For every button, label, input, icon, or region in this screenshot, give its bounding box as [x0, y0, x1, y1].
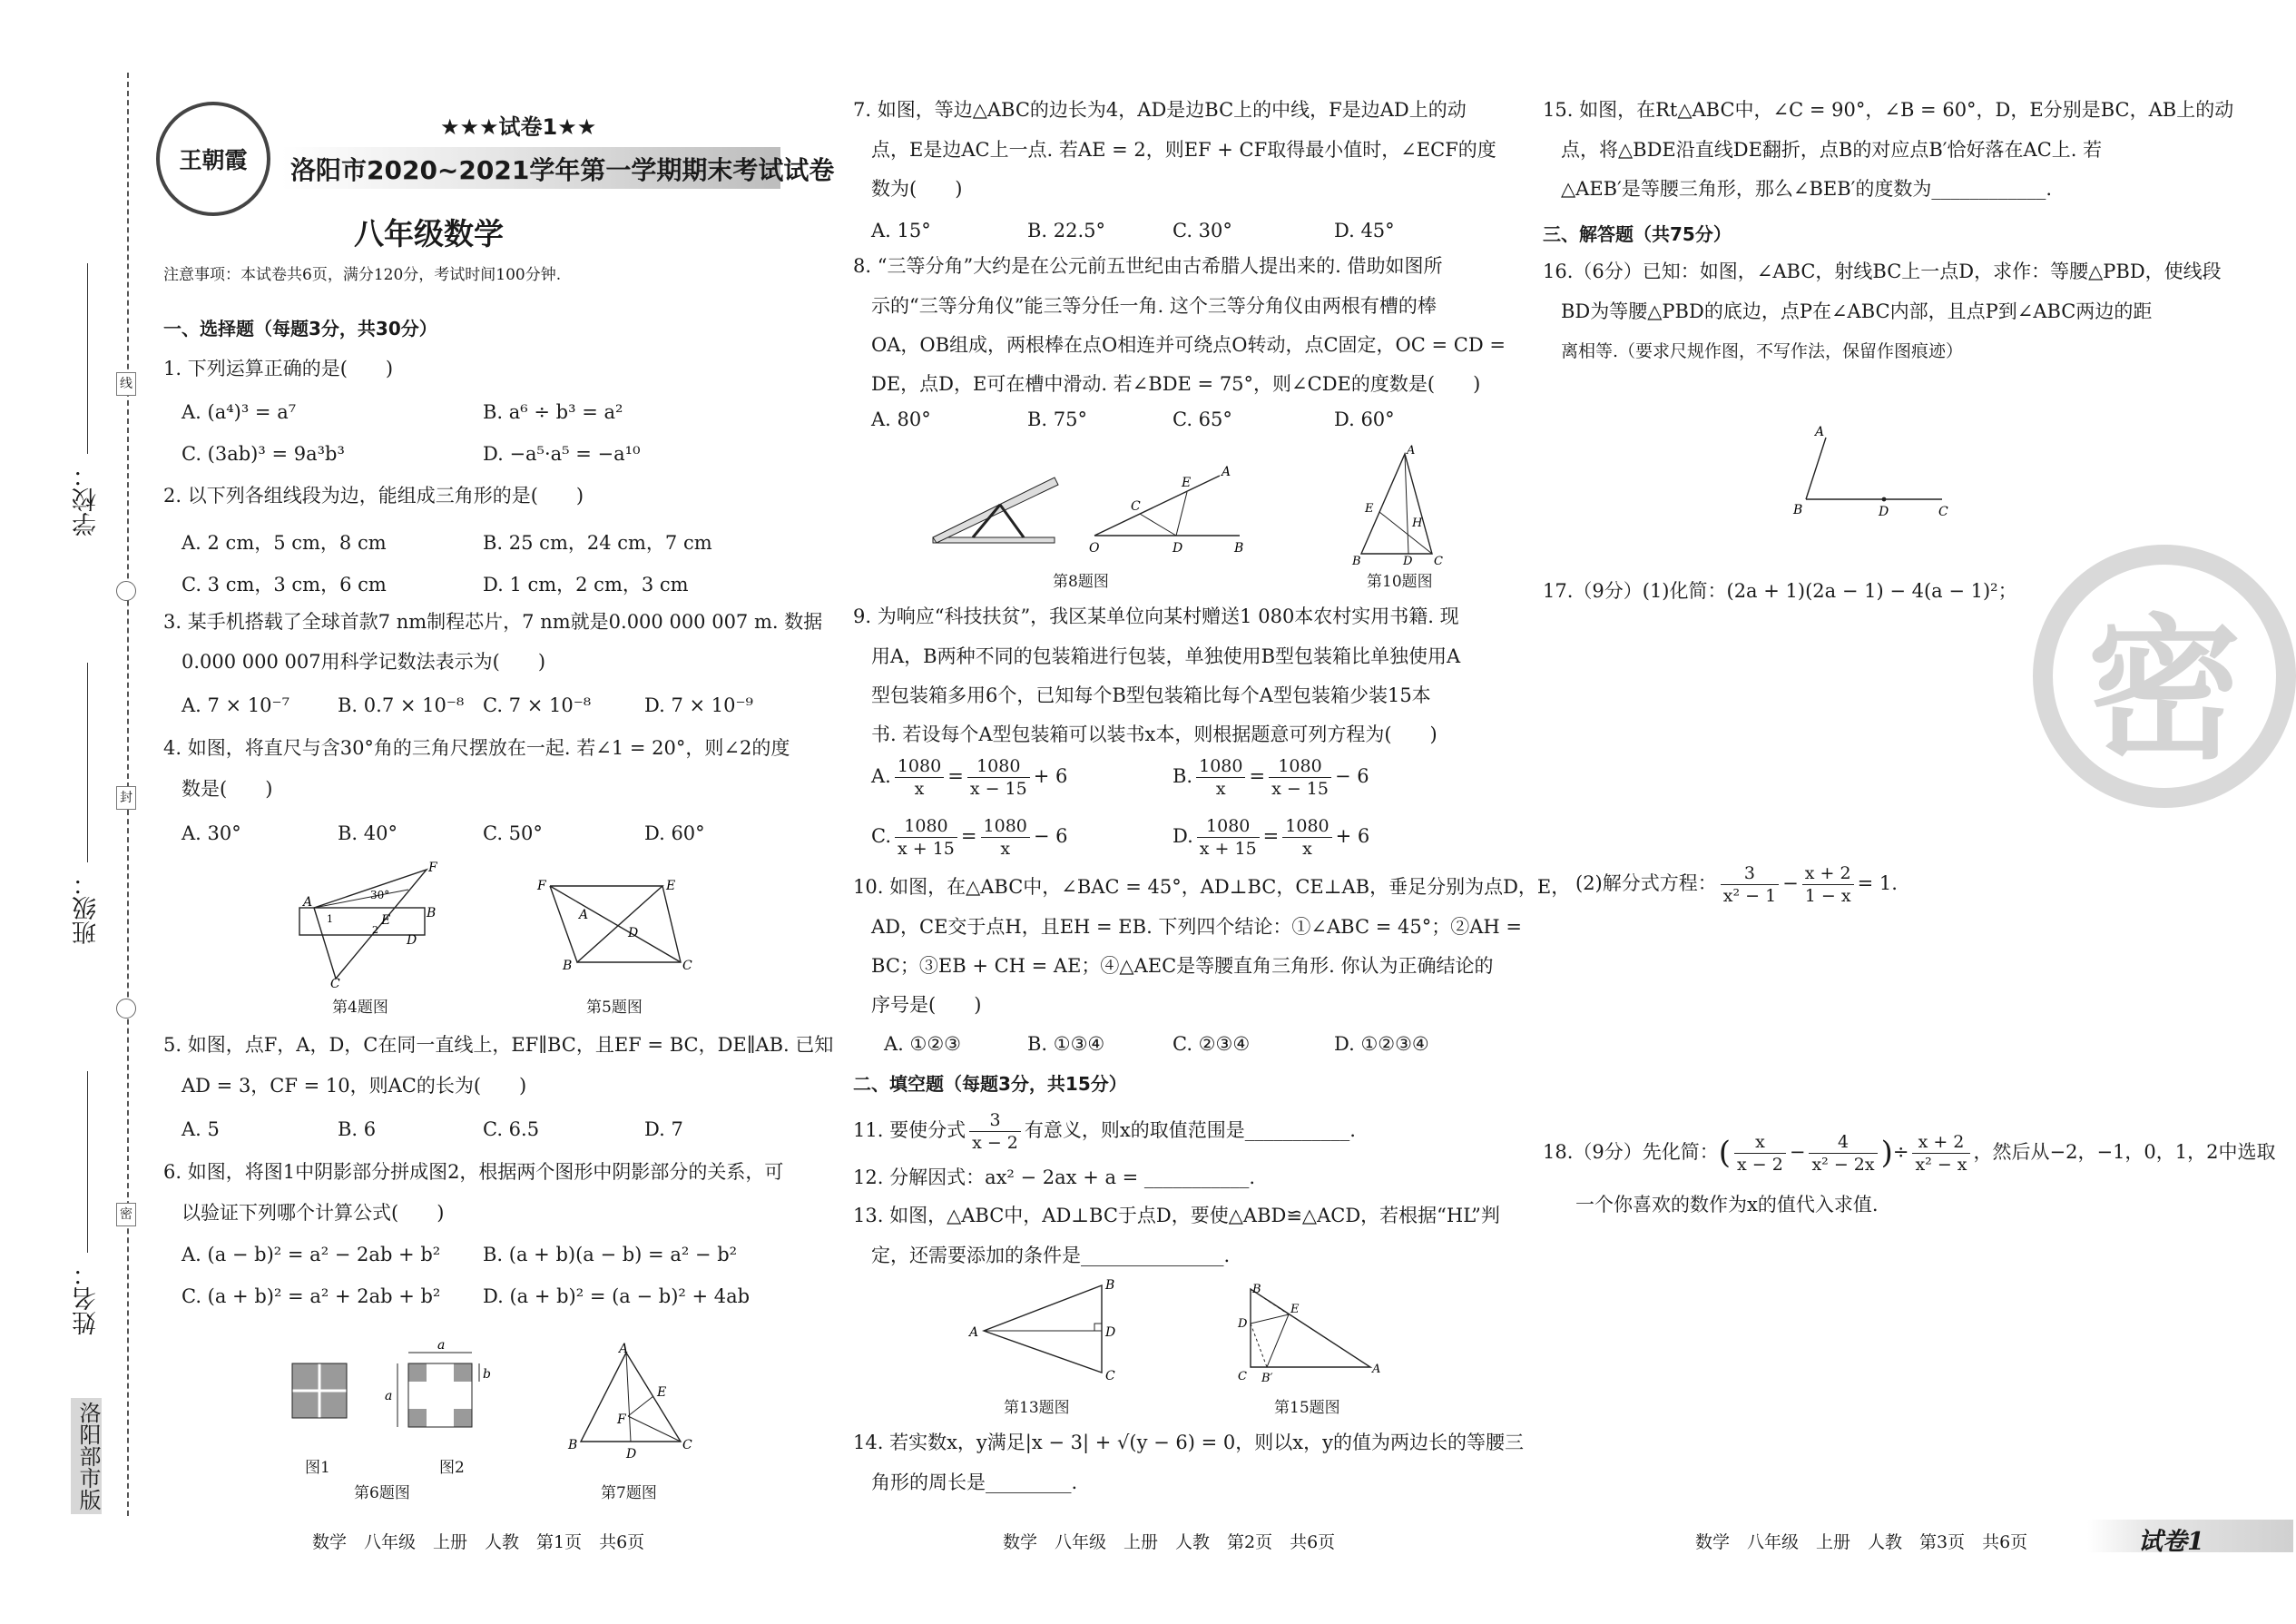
fig8-label-o: O [1089, 541, 1100, 556]
q9-stem-line1: 9. 为响应“科技扶贫”，我区某单位向某村赠送1 080本农村实用书籍. 现 [853, 605, 1459, 627]
fig4-label-b: B [427, 906, 437, 920]
fig13-label-c: C [1105, 1369, 1115, 1383]
q9-stem-line2: 用A，B两种不同的包装箱进行包装，单独使用B型包装箱比单独使用A [871, 645, 1461, 667]
fig5-label-d: D [628, 926, 639, 940]
q9b-eq: = [1249, 765, 1266, 787]
figure-q15 [1234, 1280, 1388, 1387]
fig13-label-b: B [1105, 1278, 1115, 1293]
q18-minus: − [1789, 1141, 1806, 1163]
q7-stem-line2: 点，E是边AC上一点. 若AE = 2，则EF + CF取得最小值时，∠ECF的度 [871, 139, 1496, 161]
fig4-label-d: D [407, 933, 417, 948]
q17-frac1-num: 3 [1721, 862, 1779, 885]
q9b-num1: 1080 [1196, 755, 1245, 778]
fig8-label-d: D [1173, 541, 1183, 556]
fig8-label-e: E [1182, 476, 1192, 490]
figure-q8-diagram [1085, 463, 1258, 554]
caption-fig1: 图1 [305, 1459, 330, 1477]
q11-num: 3 [969, 1109, 1021, 1132]
footer-page-2: 数学 八年级 上册 人教 第2页 共6页 [1003, 1532, 1336, 1552]
q9-option-a[interactable]: A. $\frac{1080}{x}$ = $\frac{1080}{x - 15}$ + 6 [871, 756, 1068, 799]
q3-stem-line2: 0.000 000 007用科学记数法表示为( ) [182, 651, 546, 673]
q11-suffix: 有意义，则x的取值范围是___________. [1024, 1119, 1356, 1141]
q9b-tail: − 6 [1334, 765, 1369, 787]
q6-option-b[interactable]: B. (a + b)(a − b) = a² − b² [483, 1244, 738, 1265]
q5-option-a[interactable]: A. 5 [182, 1118, 220, 1140]
binding-mark-line: 线 [116, 372, 136, 396]
figure-q6 [281, 1333, 517, 1469]
q18-frac3-num: x + 2 [1912, 1131, 1969, 1154]
fig15-label-c: C [1238, 1370, 1247, 1383]
q12-stem: 12. 分解因式：ax² − 2ax + a = ___________. [853, 1166, 1256, 1188]
q17-minus: − [1782, 872, 1799, 894]
publisher-logo [156, 102, 270, 216]
q3-option-c[interactable]: C. 7 × 10⁻⁸ [483, 694, 592, 716]
caption-fig5: 第5题图 [586, 999, 643, 1017]
q10-option-c[interactable]: C. ②③④ [1173, 1033, 1251, 1055]
name-label: 姓名： [73, 1262, 101, 1335]
q14-stem-line1: 14. 若实数x，y满足|x − 3| + √(y − 6) = 0，则以x，y的值为两边长的等腰三 [853, 1432, 1524, 1453]
q9d-num2: 1080 [1282, 815, 1331, 838]
caption-fig10: 第10题图 [1367, 573, 1433, 591]
q17-frac2-den: 1 − x [1804, 886, 1851, 906]
q8-option-a[interactable]: A. 80° [871, 408, 931, 430]
fig4-angle-1: 1 [327, 913, 333, 925]
q9b-num2: 1080 [1269, 755, 1331, 778]
q9d-num1: 1080 [1197, 815, 1260, 838]
q6-stem-line1: 6. 如图，将图1中阴影部分拼成图2，根据两个图形中阴影部分的关系，可 [163, 1161, 784, 1183]
footer-page-1: 数学 八年级 上册 人教 第1页 共6页 [312, 1532, 645, 1552]
q13-stem-line1: 13. 如图，△ABC中，AD⊥BC于点D，要使△ABD≌△ACD，若根据“HL”判 [853, 1205, 1500, 1226]
fig16-label-d: D [1879, 505, 1889, 519]
q18-frac1-den: x − 2 [1737, 1155, 1783, 1175]
q5-stem-line2: AD = 3，CF = 10，则AC的长为( ) [182, 1075, 527, 1097]
binding-hole-2 [116, 999, 136, 1019]
q17-part1: 17.（9分）(1)化简：(2a + 1)(2a − 1) − 4(a − 1)²； [1543, 580, 2017, 602]
q5-stem-line1: 5. 如图，点F，A，D，C在同一直线上，EF∥BC，且EF = BC，DE∥AB. 已知 [163, 1034, 834, 1056]
fig4-angle-2: 2 [372, 924, 378, 936]
q7-option-d[interactable]: D. 45° [1334, 220, 1395, 241]
q15-stem-line1: 15. 如图，在Rt△ABC中，∠C = 90°，∠B = 60°，D，E分别是BC，AB上的动 [1543, 99, 2234, 121]
q18-suffix: ，然后从−2，−1，0，1，2中选取 [1973, 1141, 2276, 1163]
q9d-den2: x [1302, 839, 1312, 859]
q9d-eq: = [1262, 825, 1280, 847]
q1-option-b[interactable]: B. a⁶ ÷ b³ = a² [483, 401, 623, 423]
q16-stem-line1: 16.（6分）已知：如图，∠ABC，射线BC上一点D，求作：等腰△PBD，使线段 [1543, 261, 2222, 282]
q14-stem-line2: 角形的周长是_________. [871, 1471, 1078, 1493]
q8-option-c[interactable]: C. 65° [1173, 408, 1232, 430]
q3-option-b[interactable]: B. 0.7 × 10⁻⁸ [338, 694, 465, 716]
fig4-angle-30: 30° [370, 889, 390, 901]
fig7-label-d: D [626, 1447, 637, 1462]
fig7-label-e: E [657, 1385, 667, 1400]
figure-q16 [1779, 418, 1960, 527]
q8-stem-line3: OA，OB组成，两根棒在点O相连并可绕点O转动，点C固定，OC = CD = [871, 334, 1506, 356]
q10-stem-line2: AD，CE交于点H，且EH = EB. 下列四个结论：①∠ABC = 45°；②AH = [871, 916, 1522, 938]
q9-stem-line3: 型包装箱多用6个，已知每个B型包装箱比每个A型包装箱少装15本 [871, 684, 1431, 706]
q1-option-d[interactable]: D. −a⁵·a⁵ = −a¹⁰ [483, 443, 641, 465]
section-1-title: 一、选择题（每题3分，共30分） [163, 318, 437, 340]
q9d-den1: x + 15 [1199, 839, 1257, 859]
fig4-label-a: A [303, 895, 313, 910]
q2-option-b[interactable]: B. 25 cm，24 cm，7 cm [483, 532, 712, 554]
q6-option-d[interactable]: D. (a + b)² = (a − b)² + 4ab [483, 1285, 751, 1307]
footer-page-3: 数学 八年级 上册 人教 第3页 共6页 [1695, 1532, 2028, 1552]
fig6-label-b: b [483, 1367, 491, 1382]
name-field[interactable] [87, 1071, 88, 1253]
fig16-label-b: B [1793, 503, 1803, 517]
figure-q13 [966, 1275, 1129, 1383]
q3-stem-line1: 3. 某手机搭载了全球首款7 nm制程芯片，7 nm就是0.000 000 007 m. 数据 [163, 611, 823, 633]
q7-option-a[interactable]: A. 15° [871, 220, 931, 241]
q2-option-d[interactable]: D. 1 cm，2 cm，3 cm [483, 574, 689, 595]
q8-stem-line2: 示的“三等分角仪”能三等分任一角. 这个三等分角仪由两根有槽的棒 [871, 295, 1437, 317]
caption-fig6: 第6题图 [354, 1484, 410, 1502]
q18-frac2-den: x² − 2x [1811, 1155, 1875, 1175]
fig10-label-h: H [1412, 517, 1423, 530]
caption-fig2: 图2 [439, 1459, 465, 1477]
fig7-label-a: A [619, 1342, 629, 1356]
q7-option-c[interactable]: C. 30° [1173, 220, 1232, 241]
q18-frac3-den: x² − x [1915, 1155, 1967, 1175]
secret-watermark-seal [2033, 545, 2296, 808]
q18-div: ÷ [1892, 1141, 1909, 1163]
q16-stem-line2: BD为等腰△PBD的底边，点P在∠ABC内部，且点P到∠ABC两边的距 [1561, 300, 2153, 322]
fig7-label-c: C [682, 1438, 692, 1452]
q11-prefix: 11. 要使分式 [853, 1119, 966, 1141]
figure-q10 [1350, 445, 1450, 572]
q9c-num2: 1080 [981, 815, 1030, 838]
q9a-num1: 1080 [895, 755, 944, 778]
q1-option-c[interactable]: C. (3ab)³ = 9a³b³ [182, 443, 345, 465]
binding-hole-1 [116, 581, 136, 601]
fig8-label-b: B [1234, 541, 1244, 556]
q1-stem: 1. 下列运算正确的是( ) [163, 358, 394, 379]
q1-option-a[interactable]: A. (a⁴)³ = a⁷ [182, 401, 297, 423]
figure-q4 [290, 861, 437, 991]
q9a-eq: = [947, 765, 964, 787]
q4-option-b[interactable]: B. 40° [338, 822, 398, 844]
q17-part2 [1575, 862, 1898, 907]
watermark-text: 密 [2086, 600, 2242, 781]
q9a-tail: + 6 [1033, 765, 1068, 787]
q16-stem-line3: 离相等.（要求尺规作图，不写作法，保留作图痕迹） [1561, 341, 1964, 361]
fig7-label-f: F [617, 1412, 626, 1427]
fig10-label-e: E [1365, 502, 1374, 516]
q10-stem-line3: BC；③EB + CH = AE；④△AEC是等腰直角三角形. 你认为正确结论的 [871, 955, 1494, 977]
q18-stem-line2: 一个你喜欢的数作为x的值代入求值. [1575, 1194, 1879, 1216]
q4-option-a[interactable]: A. 30° [182, 822, 241, 844]
q9b-den1: x [1215, 779, 1226, 799]
class-field[interactable] [87, 663, 88, 862]
fig15-label-a: A [1372, 1363, 1381, 1376]
fig15-label-d: D [1238, 1317, 1248, 1331]
q6-option-c[interactable]: C. (a + b)² = a² + 2ab + b² [182, 1285, 441, 1307]
q4-stem-line1: 4. 如图，将直尺与含30°角的三角尺摆放在一起. 若∠1 = 20°，则∠2的度 [163, 737, 790, 759]
q9-option-d[interactable]: D. $\frac{1080}{x + 15}$ = $\frac{1080}{x}$ + 6 [1173, 816, 1370, 859]
fig10-label-c: C [1434, 555, 1443, 568]
fig5-label-e: E [666, 879, 676, 893]
binding-mark-dense: 密 [116, 1203, 136, 1226]
q7-stem-line3: 数为( ) [871, 178, 963, 200]
fig5-label-f: F [537, 879, 546, 893]
class-label: 班级： [73, 871, 101, 945]
figure-q8-device [927, 463, 1064, 545]
edition-label: 洛阳部市版 [71, 1398, 102, 1514]
q18-prefix: 18.（9分）先化简： [1543, 1141, 1719, 1163]
fig5-label-a: A [579, 908, 589, 922]
q15-stem-line2: 点，将△BDE沿直线DE翻折，点B的对应点B′恰好落在AC上. 若 [1561, 139, 2103, 161]
q7-stem-line1: 7. 如图，等边△ABC的边长为4，AD是边BC上的中线，F是边AD上的动 [853, 99, 1467, 121]
q18-frac2-num: 4 [1809, 1131, 1877, 1154]
fig15-label-bprime: B′ [1261, 1372, 1273, 1385]
fig6-label-a-top: a [437, 1338, 446, 1353]
q9c-eq: = [960, 825, 977, 847]
q4-option-c[interactable]: C. 50° [483, 822, 543, 844]
fig5-label-b: B [563, 959, 573, 973]
q9d-tail: + 6 [1335, 825, 1370, 847]
section-3-title: 三、解答题（共75分） [1543, 223, 1732, 245]
exam-notice: 注意事项：本试卷共6页，满分120分，考试时间100分钟. [163, 266, 562, 284]
fig10-label-a: A [1407, 444, 1416, 458]
header-badge: ★★★试卷1★★ [440, 114, 597, 140]
q10-option-d[interactable]: D. ①②③④ [1334, 1033, 1429, 1055]
q2-option-c[interactable]: C. 3 cm，3 cm，6 cm [182, 574, 387, 595]
q3-option-d[interactable]: D. 7 × 10⁻⁹ [644, 694, 753, 716]
q9a-den1: x [914, 779, 925, 799]
q9c-den1: x + 15 [898, 839, 955, 859]
q9b-den2: x − 15 [1271, 779, 1329, 799]
q4-option-d[interactable]: D. 60° [644, 822, 705, 844]
q10-stem-line4: 序号是( ) [871, 994, 982, 1016]
q7-option-b[interactable]: B. 22.5° [1027, 220, 1106, 241]
q3-option-a[interactable]: A. 7 × 10⁻⁷ [182, 694, 290, 716]
q10-option-b[interactable]: B. ①③④ [1027, 1033, 1105, 1055]
fig6-label-a-side: a [385, 1389, 393, 1403]
q18-stem: 18.（9分）先化简：( $\frac{x}{x - 2}$ − $\frac{4}{\text{x² − 2x}}$ )÷ $\frac{x + 2}{\text{x² − x}}$ ，然后从−2，−1，0，1，2中选取 [1543, 1132, 2276, 1175]
fig10-label-d: D [1403, 555, 1413, 568]
section-2-title: 二、填空题（每题3分，共15分） [853, 1073, 1127, 1095]
q5-option-d[interactable]: D. 7 [644, 1118, 683, 1140]
fig16-label-a: A [1815, 425, 1825, 439]
q8-stem-line1: 8. “三等分角”大约是在公元前五世纪由古希腊人提出来的. 借助如图所 [853, 255, 1443, 277]
binding-mark-seal: 封 [116, 786, 136, 810]
caption-fig7: 第7题图 [601, 1484, 657, 1502]
q17-frac1-den: x² − 1 [1722, 886, 1777, 906]
fig7-label-b: B [568, 1438, 578, 1452]
logo-text: 王朝霞 [179, 147, 248, 173]
figure-q7 [563, 1342, 708, 1469]
q6-stem-line2: 以验证下列哪个计算公式( ) [182, 1202, 445, 1224]
q5-option-c[interactable]: C. 6.5 [483, 1118, 540, 1140]
q8-stem-line4: DE，点D，E可在槽中滑动. 若∠BDE = 75°，则∠CDE的度数是( ) [871, 373, 1481, 395]
exam-title: 洛阳市2020~2021学年第一学期期末考试试卷 [290, 155, 835, 185]
fig4-label-f: F [428, 861, 437, 875]
figure-q5 [535, 871, 708, 980]
q6-option-a[interactable]: A. (a − b)² = a² − 2ab + b² [182, 1244, 441, 1265]
fig8-label-a: A [1222, 465, 1231, 479]
q2-stem: 2. 以下列各组线段为边，能组成三角形的是( ) [163, 485, 584, 507]
fig10-label-b: B [1352, 555, 1361, 568]
q8-option-b[interactable]: B. 75° [1027, 408, 1088, 430]
caption-fig8: 第8题图 [1053, 573, 1109, 591]
fig16-label-c: C [1938, 505, 1948, 519]
q10-option-a[interactable]: A. ①②③ [884, 1033, 961, 1055]
caption-fig4: 第4题图 [332, 999, 388, 1017]
fig5-label-c: C [682, 959, 692, 973]
q8-option-d[interactable]: D. 60° [1334, 408, 1395, 430]
school-field[interactable] [87, 263, 88, 454]
q17-part2-suffix: = 1. [1857, 872, 1898, 894]
caption-fig13: 第13题图 [1004, 1399, 1070, 1417]
q9c-tail: − 6 [1033, 825, 1068, 847]
fig15-label-e: E [1290, 1303, 1300, 1316]
q18-frac1-num: x [1734, 1131, 1786, 1154]
fig4-label-c: C [330, 977, 340, 991]
q9a-den2: x − 15 [969, 779, 1027, 799]
q15-stem-line3: △AEB′是等腰三角形，那么∠BEB′的度数为____________. [1561, 178, 2053, 200]
q17-frac2-num: x + 2 [1802, 862, 1854, 885]
q9a-num2: 1080 [967, 755, 1030, 778]
q11-den: x − 2 [972, 1133, 1018, 1153]
caption-fig15: 第15题图 [1274, 1399, 1340, 1417]
fig15-label-b: B [1252, 1283, 1261, 1296]
q13-stem-line2: 定，还需要添加的条件是_______________. [871, 1245, 1231, 1266]
q9c-num1: 1080 [895, 815, 957, 838]
q2-option-a[interactable]: A. 2 cm，5 cm，8 cm [182, 532, 387, 554]
q9-stem-line4: 书. 若设每个A型包装箱可以装书x本，则根据题意可列方程为( ) [871, 723, 1437, 745]
q11-stem [853, 1109, 1356, 1154]
q9c-den2: x [1000, 839, 1011, 859]
fig8-label-c: C [1131, 499, 1141, 514]
q9-option-c[interactable]: C. $\frac{1080}{x + 15}$ = $\frac{1080}{x}$ − 6 [871, 816, 1068, 859]
school-label: 学校： [73, 463, 101, 536]
fig13-label-d: D [1105, 1325, 1116, 1340]
subject-title: 八年级数学 [354, 216, 504, 251]
q10-stem-line1: 10. 如图，在△ABC中，∠BAC = 45°，AD⊥BC，CE⊥AB，垂足分别为点D，E， [853, 876, 1571, 898]
fig4-label-e: E [381, 913, 391, 928]
fig13-label-a: A [969, 1325, 979, 1340]
q9-option-b[interactable]: B. $\frac{1080}{x}$ = $\frac{1080}{x - 15}$ − 6 [1173, 756, 1369, 799]
footer-badge: 试卷1 [2138, 1528, 2204, 1556]
q17-part2-prefix: (2)解分式方程： [1575, 872, 1717, 894]
q4-stem-line2: 数是( ) [182, 778, 273, 800]
q5-option-b[interactable]: B. 6 [338, 1118, 377, 1140]
